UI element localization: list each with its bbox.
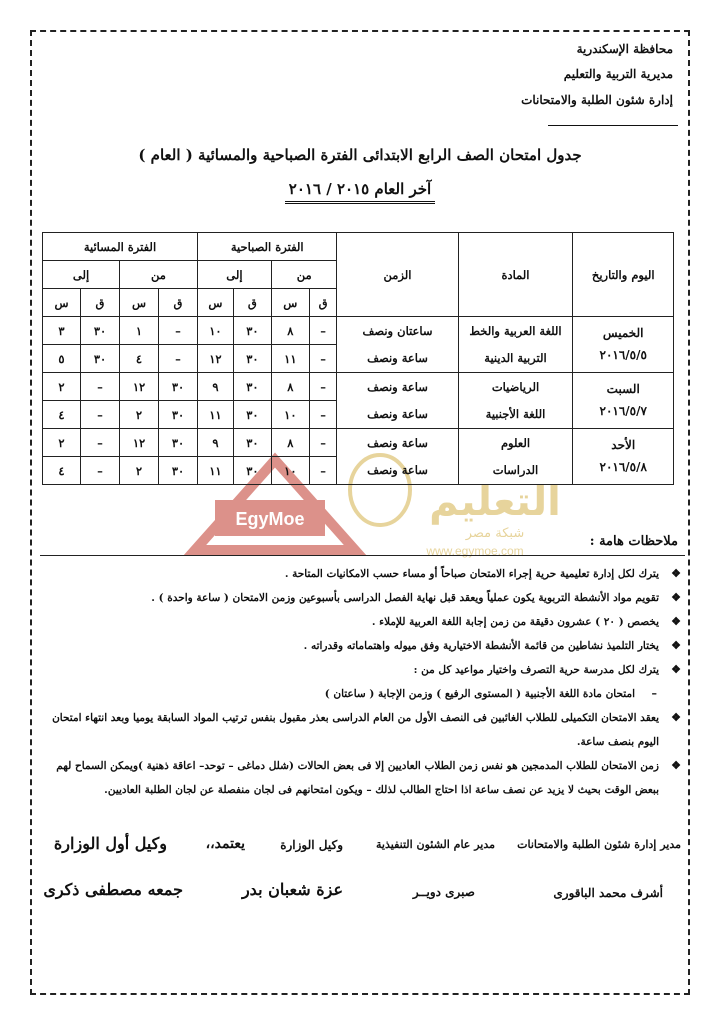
note-text: يخصص ( ٢٠ ) عشرون دقيقة من زمن إجابة اللغة العربية للإملاء . [371, 616, 659, 628]
time-cell: – [81, 457, 120, 485]
time-cell: ١١ [271, 345, 309, 373]
time-cell: ٣٠ [81, 345, 120, 373]
time-cell: ١١ [197, 457, 233, 485]
diamond-bullet-icon: ❖ [671, 759, 681, 772]
note-text: يعقد الامتحان التكميلى للطلاب الغائبين فى النصف الأول من العام الدراسى بعذر مقبول بنفس ترتيب المواد السابقة يوميا وبعد انتهاء امتحان اليوم بنصف ساعة. [52, 712, 659, 748]
subtitle-text: آخر العام ٢٠١٥ / ٢٠١٦ [285, 180, 435, 204]
time-cell: ١٢ [197, 345, 233, 373]
header-hour: س [197, 289, 233, 317]
day-date: ٢٠١٦/٥/٧ [599, 403, 647, 418]
header-day-date: اليوم والتاريخ [573, 233, 674, 317]
time-cell: ٩ [197, 373, 233, 401]
time-cell: – [81, 373, 120, 401]
time-cell: ١٠ [271, 457, 309, 485]
time-cell: ١ [120, 317, 159, 345]
table-row [43, 317, 674, 345]
time-cell: – [309, 457, 337, 485]
notes-list [44, 562, 681, 802]
list-item [44, 754, 681, 802]
note-text: زمن الامتحان للطلاب المدمجين هو نفس زمن الطلاب العاديين إلا فى بعض الحالات (شلل دماغى – توحد– اعاقة ذهنية )ويمكن السماح لهم ببعض الوقت بحيث لا يزيد عن نصف ساعة اذا احتاج الطالب لذلك – ويكون امتحانهم فى لجان منفصلة عن لجان الطلبة العاديين. [56, 760, 659, 796]
day-cell [573, 373, 674, 429]
table-row [43, 373, 674, 401]
header-minute: ق [233, 289, 271, 317]
header-duration: الزمن [337, 233, 458, 317]
time-cell: ١٢ [120, 429, 159, 457]
day-name: الأحد [611, 437, 636, 452]
signature-title-dept-director: مدير إدارة شئون الطلبة والامتحانات [517, 838, 681, 851]
duration-cell: ساعتان ونصف [337, 317, 458, 345]
subject-cell: الرياضيات [458, 373, 573, 401]
time-cell: ٣٠ [233, 345, 271, 373]
list-item [44, 562, 681, 586]
time-cell: ٣٠ [233, 457, 271, 485]
header-underline [548, 125, 678, 126]
time-cell: ٤ [43, 401, 81, 429]
header-hour: س [271, 289, 309, 317]
duration-cell: ساعة ونصف [337, 345, 458, 373]
day-date: ٢٠١٦/٥/٥ [599, 347, 647, 362]
watermark-logo-text: EgyMoe [235, 509, 305, 529]
subject-cell: اللغة العربية والخط [458, 317, 573, 345]
time-cell: ١١ [197, 401, 233, 429]
header-minute: ق [81, 289, 120, 317]
signature-approved: يعتمد،، [205, 836, 245, 852]
watermark-brand-ar: التعليم [429, 479, 561, 525]
header-department: إدارة شئون الطلبة والامتحانات [521, 93, 673, 107]
duration-cell: ساعة ونصف [337, 373, 458, 401]
signature-title-gm-exec: مدير عام الشئون التنفيذية [376, 838, 495, 851]
diamond-bullet-icon: ❖ [671, 663, 681, 676]
diamond-bullet-icon: ❖ [671, 567, 681, 580]
document-title: جدول امتحان الصف الرابع الابتدائى الفترة الصباحية والمسائية ( العام ) [138, 146, 582, 164]
diamond-bullet-icon: ❖ [671, 711, 681, 724]
note-text: يترك لكل إدارة تعليمية حرية إجراء الامتحان صباحاً أو مساء حسب الامكانيات المتاحة . [284, 568, 659, 580]
note-text: امتحان مادة اللغة الأجنبية ( المستوى الرفيع ) وزمن الإجابة ( ساعتان ) [324, 688, 635, 700]
diamond-bullet-icon: ❖ [671, 591, 681, 604]
time-cell: – [309, 373, 337, 401]
time-cell: ٤ [43, 457, 81, 485]
notes-title: ملاحظات هامة : [589, 534, 678, 549]
duration-cell: ساعة ونصف [337, 401, 458, 429]
time-cell: ٣ [43, 317, 81, 345]
time-cell: – [309, 317, 337, 345]
time-cell: ٨ [271, 429, 309, 457]
dash-bullet-icon: – [651, 687, 657, 700]
notes-divider [40, 555, 685, 556]
signature-title-first-undersecretary: وكيل أول الوزارة [53, 834, 167, 853]
time-cell: ٣٠ [81, 317, 120, 345]
day-name: الخميس [602, 325, 644, 340]
note-text: تقويم مواد الأنشطة التربوية يكون عملياً ويعقد قبل نهاية الفصل الدراسى بأسبوعين وزمن الامتحان ( ساعة واحدة ) . [151, 592, 659, 604]
signature-title-undersecretary: وكيل الوزارة [280, 838, 343, 852]
header-evening-from: من [120, 261, 198, 289]
header-morning: الفترة الصباحية [197, 233, 337, 261]
day-cell [573, 429, 674, 485]
list-item [44, 634, 681, 658]
time-cell: – [159, 345, 198, 373]
subject-cell: التربية الدينية [458, 345, 573, 373]
day-date: ٢٠١٦/٥/٨ [599, 459, 647, 474]
signature-name-first-undersecretary: جمعه مصطفى ذكرى [43, 880, 183, 899]
signature-name-undersecretary: عزة شعبان بدر [241, 880, 343, 899]
header-governorate: محافظة الإسكندرية [576, 42, 673, 56]
time-cell: ٣٠ [233, 401, 271, 429]
subject-cell: الدراسات [458, 457, 573, 485]
time-cell: ٢ [120, 401, 159, 429]
time-cell: ٨ [271, 373, 309, 401]
header-evening: الفترة المسائية [43, 233, 198, 261]
time-cell: ٨ [271, 317, 309, 345]
time-cell: ٣٠ [159, 373, 198, 401]
list-item [44, 682, 681, 706]
signature-name-dept-director: أشرف محمد الباقورى [553, 886, 663, 900]
time-cell: ٣٠ [159, 429, 198, 457]
time-cell: ١٠ [197, 317, 233, 345]
header-hour: س [120, 289, 159, 317]
header-subject: المادة [458, 233, 573, 317]
time-cell: – [309, 401, 337, 429]
list-item [44, 706, 681, 754]
header-morning-to: إلى [197, 261, 271, 289]
day-cell [573, 317, 674, 373]
list-item [44, 658, 681, 682]
table-row [43, 429, 674, 457]
time-cell: – [81, 429, 120, 457]
time-cell: ٢ [120, 457, 159, 485]
header-minute: ق [309, 289, 337, 317]
time-cell: ٣٠ [159, 401, 198, 429]
subject-cell: العلوم [458, 429, 573, 457]
time-cell: ٢ [43, 429, 81, 457]
note-text: يترك لكل مدرسة حرية التصرف واختيار مواعيد كل من : [413, 664, 659, 676]
document-subtitle [60, 180, 660, 198]
time-cell: ٩ [197, 429, 233, 457]
time-cell: – [159, 317, 198, 345]
time-cell: ٣٠ [233, 373, 271, 401]
header-hour: س [43, 289, 81, 317]
watermark-domain: www.egymoe.com [426, 544, 524, 558]
time-cell: ٣٠ [233, 317, 271, 345]
note-text: يختار التلميذ نشاطين من قائمة الأنشطة الاختيارية وفق ميوله واهتماماته وقدراته . [303, 640, 659, 652]
header-morning-from: من [271, 261, 337, 289]
watermark-brand-sub: شبكة مصر [465, 526, 525, 541]
time-cell: ١٢ [120, 373, 159, 401]
header-directorate: مديرية التربية والتعليم [563, 67, 673, 81]
time-cell: – [309, 345, 337, 373]
diamond-bullet-icon: ❖ [671, 615, 681, 628]
list-item [44, 586, 681, 610]
subject-cell: اللغة الأجنبية [458, 401, 573, 429]
header-evening-to: إلى [43, 261, 120, 289]
time-cell: ٤ [120, 345, 159, 373]
exam-schedule-table [42, 232, 674, 485]
day-name: السبت [606, 381, 640, 396]
time-cell: ٣٠ [233, 429, 271, 457]
signature-name-gm-exec: صبرى دويــر [412, 885, 475, 899]
time-cell: – [81, 401, 120, 429]
diamond-bullet-icon: ❖ [671, 639, 681, 652]
time-cell: ٢ [43, 373, 81, 401]
header-minute: ق [159, 289, 198, 317]
list-item [44, 610, 681, 634]
duration-cell: ساعة ونصف [337, 457, 458, 485]
time-cell: ١٠ [271, 401, 309, 429]
time-cell: ٥ [43, 345, 81, 373]
time-cell: – [309, 429, 337, 457]
duration-cell: ساعة ونصف [337, 429, 458, 457]
time-cell: ٣٠ [159, 457, 198, 485]
